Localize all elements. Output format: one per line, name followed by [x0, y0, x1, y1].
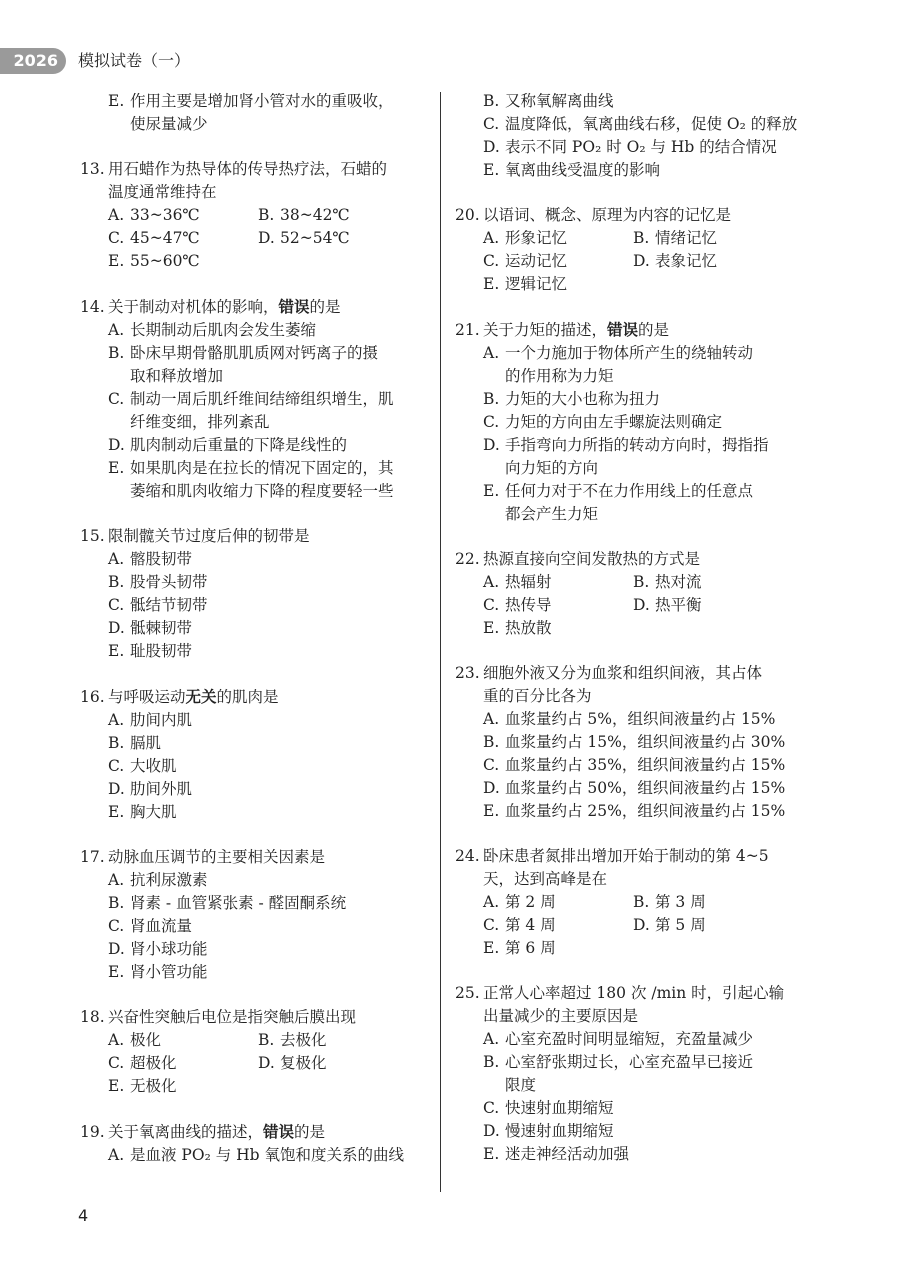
option-e: E. 任何力对于不在力作用线上的任意点	[483, 482, 754, 500]
option-e: E. 氧离曲线受温度的影响	[483, 161, 661, 179]
option-d: D. 52~54℃	[258, 229, 350, 247]
option-e: E. 第 6 周	[483, 939, 556, 957]
option-e: E. 胸大肌	[108, 803, 177, 821]
option-c: C. 制动一周后肌纤维间结缔组织增生，肌	[108, 390, 394, 408]
option-a: A. 心室充盈时间明显缩短，充盈量减少	[483, 1030, 754, 1048]
option-b: B. 38~42℃	[258, 206, 350, 224]
option-b: B. 热对流	[633, 573, 702, 591]
option-b: B. 去极化	[258, 1031, 327, 1049]
option-d: D. 肾小球功能	[108, 940, 208, 958]
option-a: A. 抗利尿激素	[108, 871, 208, 889]
option-d: D. 复极化	[258, 1054, 327, 1072]
column-divider	[440, 92, 441, 1192]
option-b: B. 力矩的大小也称为扭力	[483, 390, 661, 408]
option-a: A. 形象记忆	[483, 229, 568, 247]
option-e: E. 血浆量约占 25%，组织间液量约占 15%	[483, 802, 786, 820]
question-12-continued: E. 作用主要是增加肾小管对水的重吸收， 使尿量减少	[108, 92, 394, 133]
option-a: A. 33~36℃	[108, 206, 200, 224]
option-c: C. 力矩的方向由左手螺旋法则确定	[483, 413, 723, 431]
option-c: C. 运动记忆	[483, 252, 568, 270]
option-d: D. 第 5 周	[633, 916, 706, 934]
option-c: C. 快速射血期缩短	[483, 1099, 614, 1117]
page-number: 4	[78, 1206, 89, 1225]
option-e: E. 55~60℃	[108, 252, 200, 270]
header-title: 模拟试卷（一）	[78, 51, 191, 70]
question-18: 18. 兴奋性突触后电位是指突触后膜出现 A. 极化 B. 去极化 C. 超极化 D. 复极化 E. 无极化	[80, 1006, 425, 1098]
option-b: B. 第 3 周	[633, 893, 706, 911]
option-b: B. 股骨头韧带	[108, 573, 208, 591]
question-19-continued	[455, 90, 805, 182]
question-24: 24. 卧床患者氮排出增加开始于制动的第 4~5 天，达到高峰是在 A. 第 2 周 B. 第 3 周 C. 第 4 周 D. 第 5 周 E. 第 6 周	[455, 845, 805, 960]
question-19: 19. 关于氧离曲线的描述，错误的是 A. 是血液 PO₂ 与 Hb 氧饱和度关系的曲线	[80, 1120, 425, 1167]
option-d: D. 肌肉制动后重量的下降是线性的	[108, 436, 348, 454]
option-c: C. 温度降低，氧离曲线右移，促使 O₂ 的释放	[483, 115, 798, 133]
option-c: C. 第 4 周	[483, 916, 556, 934]
option-d: D. 肋间外肌	[108, 780, 193, 798]
option-c: C. 45~47℃	[108, 229, 200, 247]
option-c: C. 骶结节韧带	[108, 596, 208, 614]
option-b: B. 膈肌	[108, 734, 162, 752]
option-a: A. 是血液 PO₂ 与 Hb 氧饱和度关系的曲线	[108, 1146, 404, 1164]
question-15: 15. 限制髋关节过度后伸的韧带是 A. 髂股韧带 B. 股骨头韧带 C. 骶结节韧带 D. 骶棘韧带 E. 耻股韧带	[80, 525, 425, 663]
question-22: 22. 热源直接向空间发散热的方式是 A. 热辐射 B. 热对流 C. 热传导 D. 热平衡 E. 热放散	[455, 548, 805, 640]
option-e: E. 逻辑记忆	[483, 275, 568, 293]
option-b: B. 情绪记忆	[633, 229, 718, 247]
year-badge: 2026	[0, 48, 66, 74]
option-c: C. 血浆量约占 35%，组织间液量约占 15%	[483, 756, 786, 774]
option-e: E. 迷走神经活动加强	[483, 1145, 630, 1163]
option-b: B. 卧床早期骨骼肌肌质网对钙离子的摄	[108, 344, 379, 362]
question-21: 21. 关于力矩的描述，错误的是 A. 一个力施加于物体所产生的绕轴转动 的作用称为力矩 B. 力矩的大小也称为扭力 C. 力矩的方向由左手螺旋法则确定 D. 手指弯向力所指的转动方向时，拇指指 向力矩的方向 E. 任何力对于不在力作用线上的任意点 都会产生力矩	[455, 318, 805, 526]
question-14: 14. 关于制动对机体的影响，错误的是 A. 长期制动后肌肉会发生萎缩 B. 卧床早期骨骼肌肌质网对钙离子的摄 取和释放增加 C. 制动一周后肌纤维间结缔组织增生，肌 纤维变细，排列紊乱 D. 肌肉制动后重量的下降是线性的 E. 如果肌肉是在拉长的情况下固定的，其 萎缩和肌肉收缩力下降的程度要轻一些	[80, 295, 425, 503]
option-e: E. 热放散	[483, 619, 552, 637]
question-23: 23. 细胞外液又分为血浆和组织间液，其占体 重的百分比各为 A. 血浆量约占 5%，组织间液量约占 15% B. 血浆量约占 15%，组织间液量约占 30% C. 血浆量约占 35%，组织间液量约占 15% D. 血浆量约占 50%，组织间液量约占 15% E. 血浆量约占 25%，组织间液量约占 15%	[455, 662, 805, 823]
option-c: C. 超极化	[108, 1054, 177, 1072]
option-a: A. 长期制动后肌肉会发生萎缩	[108, 321, 317, 339]
option-e: E. 肾小管功能	[108, 963, 208, 981]
right-column	[455, 90, 805, 1166]
question-17: 17. 动脉血压调节的主要相关因素是 A. 抗利尿激素 B. 肾素 - 血管紧张素 - 醛固酮系统 C. 肾血流量 D. 肾小球功能 E. 肾小管功能	[80, 846, 425, 984]
option-a: A. 极化	[108, 1031, 162, 1049]
left-column	[80, 90, 425, 1167]
question-25: 25. 正常人心率超过 180 次 /min 时，引起心输 出量减少的主要原因是 A. 心室充盈时间明显缩短，充盈量减少 B. 心室舒张期过长，心室充盈早已接近 限度 C. 快速射血期缩短 D. 慢速射血期缩短 E. 迷走神经活动加强	[455, 982, 805, 1166]
option-d: D. 表示不同 PO₂ 时 O₂ 与 Hb 的结合情况	[483, 138, 777, 156]
option-c: C. 热传导	[483, 596, 552, 614]
option-a: A. 一个力施加于物体所产生的绕轴转动	[483, 344, 754, 362]
option-d: D. 手指弯向力所指的转动方向时，拇指指	[483, 436, 769, 454]
question-20: 20. 以语词、概念、原理为内容的记忆是 A. 形象记忆 B. 情绪记忆 C. 运动记忆 D. 表象记忆 E. 逻辑记忆	[455, 204, 805, 296]
option-a: A. 肋间内肌	[108, 711, 193, 729]
question-16: 16. 与呼吸运动无关的肌肉是 A. 肋间内肌 B. 膈肌 C. 大收肌 D. 肋间外肌 E. 胸大肌	[80, 685, 425, 824]
option-e: E. 耻股韧带	[108, 642, 193, 660]
option-a: A. 血浆量约占 5%，组织间液量约占 15%	[483, 710, 776, 728]
option-b: B. 心室舒张期过长，心室充盈早已接近	[483, 1053, 754, 1071]
option-c: C. 肾血流量	[108, 917, 193, 935]
option-e: E. 无极化	[108, 1077, 177, 1095]
option-d: D. 慢速射血期缩短	[483, 1122, 614, 1140]
option-d: D. 血浆量约占 50%，组织间液量约占 15%	[483, 779, 786, 797]
option-d: D. 热平衡	[633, 596, 702, 614]
option-d: D. 骶棘韧带	[108, 619, 193, 637]
option-b: B. 肾素 - 血管紧张素 - 醛固酮系统	[108, 894, 347, 912]
option-a: A. 第 2 周	[483, 893, 556, 911]
page-header	[0, 48, 900, 74]
question-13: 13. 用石蜡作为热导体的传导热疗法，石蜡的 温度通常维持在 A. 33~36℃ B. 38~42℃ C. 45~47℃ D. 52~54℃ E. 55~60℃	[80, 158, 425, 273]
option-b: B. 又称氧解离曲线	[483, 92, 614, 110]
option-b: B. 血浆量约占 15%，组织间液量约占 30%	[483, 733, 786, 751]
option-a: A. 髂股韧带	[108, 550, 193, 568]
option-d: D. 表象记忆	[633, 252, 718, 270]
option-a: A. 热辐射	[483, 573, 552, 591]
option-e: E. 如果肌肉是在拉长的情况下固定的，其	[108, 459, 394, 477]
option-c: C. 大收肌	[108, 757, 177, 775]
